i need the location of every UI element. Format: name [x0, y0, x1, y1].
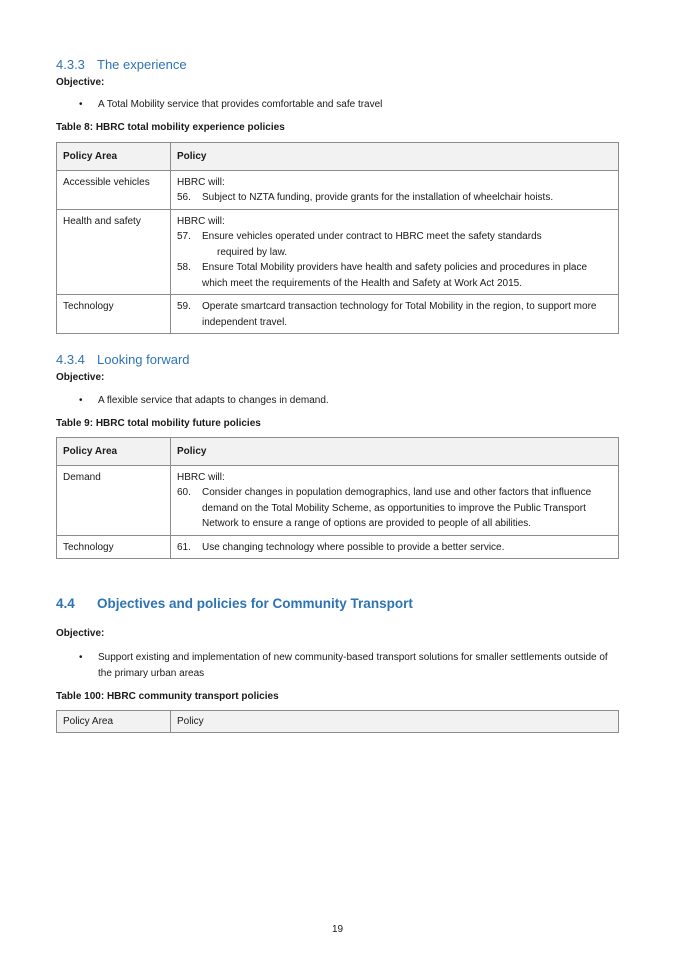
policy-area-cell: Technology	[57, 295, 171, 334]
objective-bullet: • A flexible service that adapts to changes in demand.	[79, 395, 329, 406]
section-number: 4.3.4	[56, 352, 85, 367]
policy-number: 61.	[177, 541, 191, 553]
table-row	[57, 295, 619, 334]
policy-intro: HBRC will:	[177, 215, 225, 227]
heading-4-3-4	[56, 352, 190, 367]
column-header-policy: Policy	[171, 438, 619, 466]
policy-cell	[171, 209, 619, 295]
section-title: Looking forward	[97, 352, 190, 367]
policy-item-61	[177, 540, 612, 556]
bullet-text: Support existing and implementation of new community-based transport solutions for smaller settlements outside of the primary urban areas	[98, 652, 608, 679]
table-8	[56, 142, 619, 334]
table-10-caption: Table 100: HBRC community transport policies	[56, 691, 279, 702]
policy-number: 59.	[177, 301, 191, 312]
policy-number: 58.	[177, 262, 191, 273]
policy-area-cell: Health and safety	[57, 209, 171, 295]
section-4-3-3	[56, 57, 187, 72]
policy-number: 57.	[177, 231, 191, 242]
policy-text: Consider changes in population demographics, land use and other factors that influence demand on the Total Mobility Scheme, as opportunities to improve the Public Transport Network to ensure a range of options are provided to people of all abilities.	[202, 487, 592, 529]
section-4-3-4	[56, 352, 190, 367]
column-header-policy-area: Policy Area	[57, 438, 171, 466]
section-number: 4.4	[56, 596, 75, 611]
policy-cell	[171, 465, 619, 535]
policy-item-56	[177, 190, 612, 206]
table-row	[57, 465, 619, 535]
policy-item-58	[177, 260, 612, 291]
policy-text-continued: required by law.	[217, 246, 288, 258]
policy-number: 60.	[177, 487, 191, 498]
table-row	[57, 535, 619, 559]
objective-bullet: • A Total Mobility service that provides comfortable and safe travel	[79, 99, 383, 110]
objective-bullet: • Support existing and implementation of new community-based transport solutions for smaller settlements outside of the primary urban areas	[79, 652, 608, 679]
column-header-policy: Policy	[171, 711, 619, 733]
table-9-caption: Table 9: HBRC total mobility future policies	[56, 418, 261, 429]
policy-text: Operate smartcard transaction technology for Total Mobility in the region, to support more independent travel.	[202, 301, 597, 328]
heading-4-3-3	[56, 57, 187, 72]
policy-intro: HBRC will:	[177, 176, 225, 188]
policy-intro: HBRC will:	[177, 471, 225, 483]
objective-label: Objective:	[56, 628, 105, 639]
column-header-policy-area: Policy Area	[57, 711, 171, 733]
bullet-text: A flexible service that adapts to changes in demand.	[98, 395, 329, 406]
table-row	[57, 170, 619, 209]
table-10	[56, 710, 619, 733]
policy-area-cell: Accessible vehicles	[57, 170, 171, 209]
section-number: 4.3.3	[56, 57, 85, 72]
table-9	[56, 437, 619, 559]
section-4-4	[56, 596, 413, 611]
policy-cell	[171, 170, 619, 209]
policy-area-cell: Demand	[57, 465, 171, 535]
policy-cell	[171, 295, 619, 334]
objective-label: Objective:	[56, 372, 105, 383]
policy-item-60	[177, 485, 612, 532]
policy-text: Ensure Total Mobility providers have health and safety policies and procedures in place which meet the requirements of the Health and Safety at Work Act 2015.	[202, 262, 588, 289]
section-title: The experience	[97, 57, 187, 72]
section-title: Objectives and policies for Community Transport	[97, 596, 413, 611]
heading-4-4	[56, 596, 413, 611]
policy-cell	[171, 535, 619, 559]
objective-label: Objective:	[56, 77, 105, 88]
column-header-policy: Policy	[171, 143, 619, 171]
bullet-text: A Total Mobility service that provides comfortable and safe travel	[98, 99, 383, 110]
policy-item-57	[177, 229, 612, 245]
table-8-caption: Table 8: HBRC total mobility experience policies	[56, 122, 285, 133]
column-header-policy-area: Policy Area	[57, 143, 171, 171]
page-number: 19	[331, 924, 344, 935]
policy-text: Ensure vehicles operated under contract to HBRC meet the safety standards	[202, 231, 542, 242]
policy-text: Use changing technology where possible to provide a better service.	[202, 541, 505, 553]
table-row	[57, 209, 619, 295]
policy-item-59	[177, 299, 612, 330]
policy-area-cell: Technology	[57, 535, 171, 559]
policy-number: 56.	[177, 192, 191, 203]
policy-text: Subject to NZTA funding, provide grants for the installation of wheelchair hoists.	[202, 192, 554, 203]
